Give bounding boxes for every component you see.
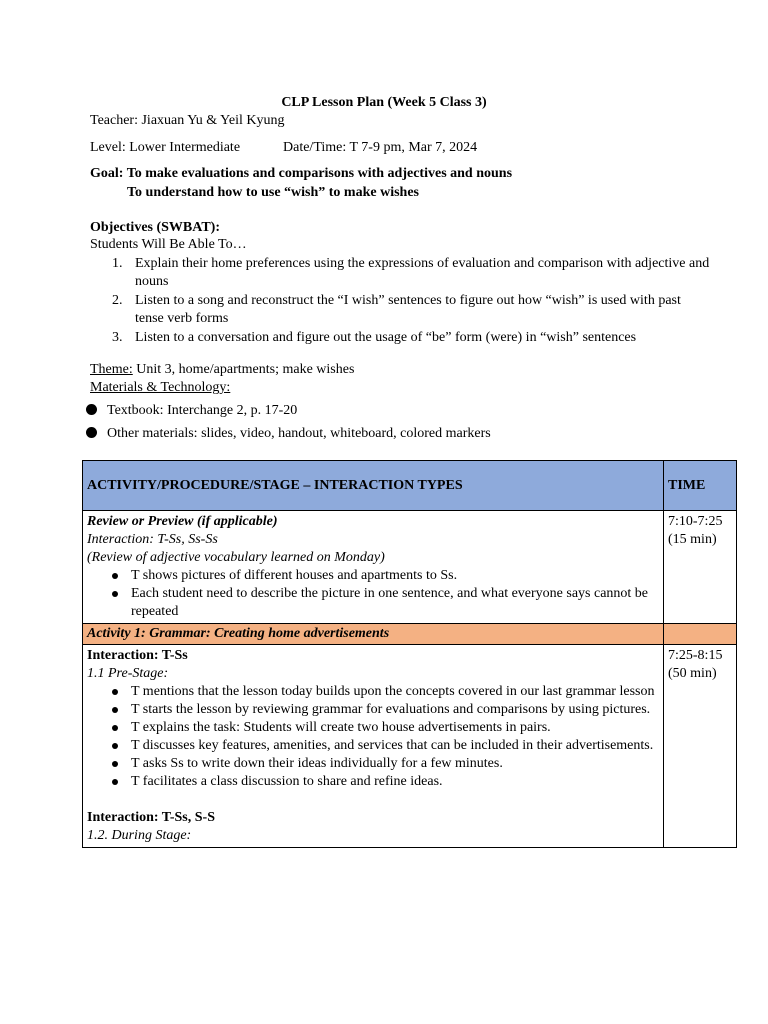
material-text: Other materials: slides, video, handout, whiteboard, colored markers xyxy=(107,426,491,441)
activity1-time: 7:25-8:15 xyxy=(668,648,723,663)
activity1-title-row xyxy=(83,624,737,645)
bullet-icon xyxy=(86,427,97,438)
activity1-title: Activity 1: Grammar: Creating home advertisements xyxy=(83,624,664,645)
activity1-interaction xyxy=(87,647,659,665)
activity1-duration: (50 min) xyxy=(668,666,717,681)
goal-line-2: To understand how to use “wish” to make wishes xyxy=(127,185,419,200)
theme-label: Theme: xyxy=(90,362,133,377)
activity1-time-cell xyxy=(664,645,737,848)
objective-number: 3. xyxy=(112,330,123,345)
activity1-cell xyxy=(83,645,664,848)
activity1-stage: 1.1 Pre-Stage: xyxy=(87,666,169,681)
review-title: Review or Preview (if applicable) xyxy=(87,514,278,529)
objective-number: 2. xyxy=(112,293,123,308)
list-item: T facilitates a class discussion to share and refine ideas. xyxy=(109,773,659,791)
review-bullets xyxy=(87,567,659,621)
material-item xyxy=(86,425,491,443)
objective-text: Explain their home preferences using the expressions of evaluation and comparison with adjective and nouns xyxy=(135,256,710,289)
materials-heading: Materials & Technology: xyxy=(90,380,231,395)
spacer xyxy=(87,791,659,809)
list-item: T explains the task: Students will create two house advertisements in pairs. xyxy=(109,719,659,737)
interaction-label: Interaction xyxy=(87,648,154,663)
objective-text: Listen to a conversation and figure out the usage of “be” form (were) in “wish” sentences xyxy=(135,330,637,345)
objectives-heading: Objectives (SWBAT): xyxy=(90,220,220,235)
table-row-review xyxy=(83,511,737,624)
objective-item xyxy=(112,255,712,291)
goal-line-1: Goal: To make evaluations and comparisons with adjectives and nouns xyxy=(90,166,513,181)
table-header-row xyxy=(83,461,737,511)
list-item: T starts the lesson by reviewing grammar for evaluations and comparisons by using pictures. xyxy=(109,701,659,719)
review-time: 7:10-7:25 xyxy=(668,514,723,529)
header-activity: ACTIVITY/PROCEDURE/STAGE – INTERACTION TYPES xyxy=(83,461,664,511)
material-text: Textbook: Interchange 2, p. 17-20 xyxy=(107,403,298,418)
list-item: T mentions that the lesson today builds upon the concepts covered in our last grammar lesson xyxy=(109,683,659,701)
theme-line xyxy=(90,361,354,379)
table-row-activity1 xyxy=(83,645,737,848)
list-item: Each student need to describe the picture in one sentence, and what everyone says cannot be repeated xyxy=(109,585,659,621)
review-time-cell xyxy=(664,511,737,624)
objective-number: 1. xyxy=(112,256,123,271)
page-title: CLP Lesson Plan (Week 5 Class 3) xyxy=(281,95,487,110)
activity1-bullets xyxy=(87,683,659,791)
lesson-procedure-table xyxy=(82,460,737,848)
activity1-stage-2: 1.2. During Stage: xyxy=(87,828,192,843)
list-item: T shows pictures of different houses and apartments to Ss. xyxy=(109,567,659,585)
review-duration: (15 min) xyxy=(668,532,717,547)
activity1-interaction-2 xyxy=(87,809,659,827)
objectives-list xyxy=(112,255,712,348)
level-line: Level: Lower Intermediate xyxy=(90,140,241,155)
header-time: TIME xyxy=(664,461,737,511)
review-cell xyxy=(83,511,664,624)
teacher-line: Teacher: Jiaxuan Yu & Yeil Kyung xyxy=(90,113,285,128)
review-note: (Review of adjective vocabulary learned on Monday) xyxy=(87,550,385,565)
theme-value: Unit 3, home/apartments; make wishes xyxy=(132,362,355,377)
objective-item xyxy=(112,292,712,328)
objectives-intro: Students Will Be Able To… xyxy=(90,237,247,252)
datetime-line: Date/Time: T 7-9 pm, Mar 7, 2024 xyxy=(283,140,478,155)
review-interaction: Interaction: T-Ss, Ss-Ss xyxy=(87,532,218,547)
material-item xyxy=(86,402,297,420)
list-item: T asks Ss to write down their ideas individually for a few minutes. xyxy=(109,755,659,773)
objective-item xyxy=(112,329,712,347)
list-item: T discusses key features, amenities, and services that can be included in their advertisements. xyxy=(109,737,659,755)
bullet-icon xyxy=(86,404,97,415)
interaction-value: : T-Ss, S-S xyxy=(153,810,215,825)
objective-text: Listen to a song and reconstruct the “I wish” sentences to figure out how “wish” is used with past tense verb forms xyxy=(135,293,681,326)
activity1-title-time-cell xyxy=(664,624,737,645)
interaction-value: : T-Ss xyxy=(153,648,188,663)
interaction-label: Interaction xyxy=(87,810,154,825)
